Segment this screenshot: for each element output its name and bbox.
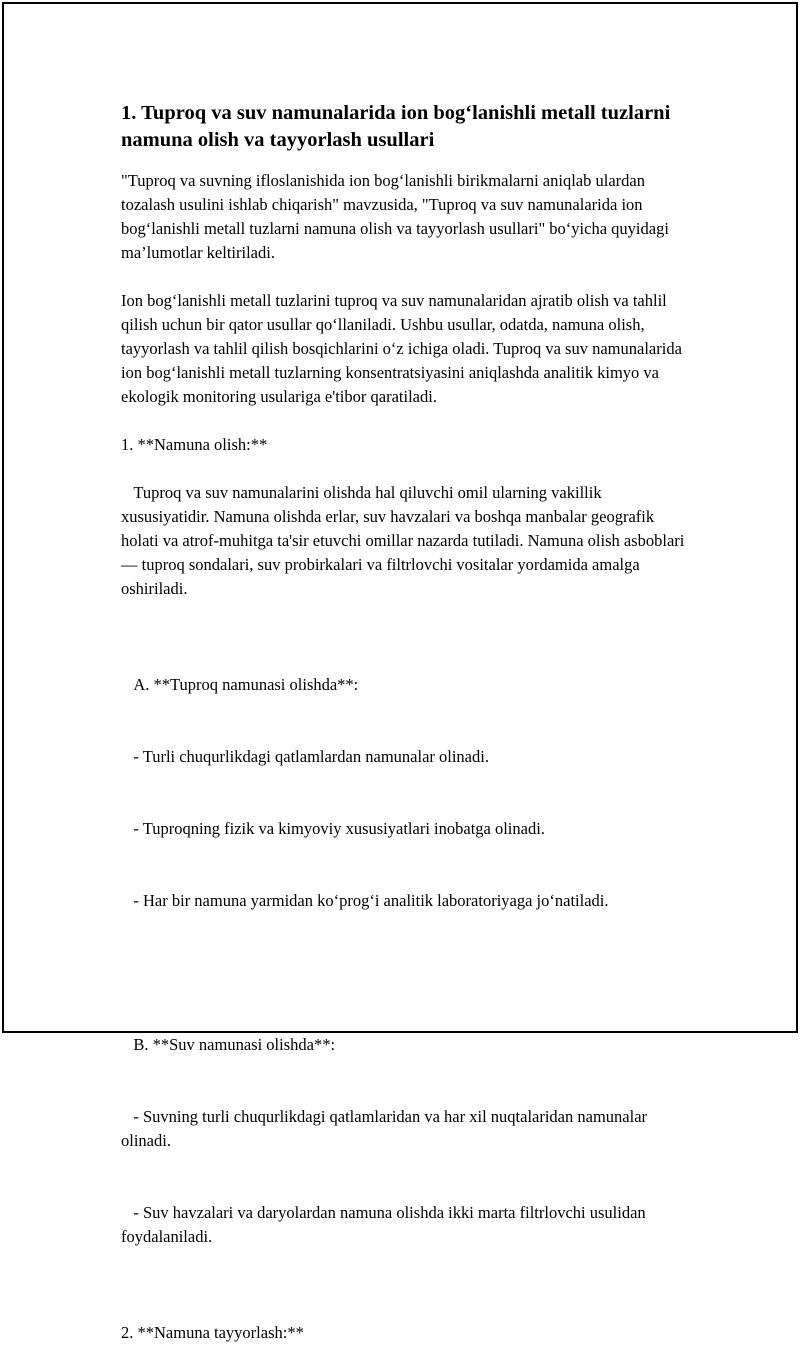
overview-paragraph: Ion bog‘lanishli metall tuzlarini tuproq va suv namunalaridan ajratib olish va tahlil qilish uchun bir qator usullar qo‘llaniladi. Ushbu usullar, odatda, namuna olish, tayyorlash va tahlil qilish bosqichlarini o‘z ichiga oladi. Tuproq va suv namunalarida ion bog‘lanishli metall tuzlarning konsentratsiyasini aniqlashda analitik kimyo va ekologik monitoring usulariga e'tibor qaratiladi. — [121, 291, 687, 406]
water-sampling-item: - Suvning turli chuqurlikdagi qatlamlaridan va har xil nuqtalaridan namunalar olinadi. — [121, 1107, 652, 1150]
soil-sampling-block — [121, 625, 691, 961]
water-sampling-block — [121, 985, 691, 1297]
document-content — [121, 100, 691, 1369]
step2-title: 2. **Namuna tayyorlash:** — [121, 1323, 304, 1342]
intro-paragraph: "Tuproq va suvning ifloslanishida ion bog‘lanishli birikmalarni aniqlab ulardan tozalash usulini ishlab chiqarish" mavzusida, "Tuproq va suv namunalarida ion bog‘lanishli metall tuzlarni namuna olish va tayyorlash usullari" bo‘yicha quyidagi ma’lumotlar keltiriladi. — [121, 171, 674, 262]
soil-sampling-item: - Har bir namuna yarmidan ko‘prog‘i analitik laboratoriyaga jo‘natiladi. — [121, 891, 609, 910]
soil-sampling-title: A. **Tuproq namunasi olishda**: — [121, 675, 359, 694]
water-sampling-item: - Suv havzalari va daryolardan namuna olishda ikki marta filtrlovchi usulidan foydalaniladi. — [121, 1203, 650, 1246]
step1-paragraph: Tuproq va suv namunalarini olishda hal qiluvchi omil ularning vakillik xususiyatidir. Namuna olishda erlar, suv havzalari va boshqa manbalar geografik holati va atrof-muhitga ta'sir etuvchi omillar nazarda tutiladi. Namuna olish asboblari — tuproq sondalari, suv probirkalari va filtrlovchi vositalar yordamida amalga oshiriladi. — [121, 483, 689, 598]
step1-title: 1. **Namuna olish:** — [121, 435, 268, 454]
water-sampling-title: B. **Suv namunasi olishda**: — [121, 1035, 336, 1054]
section-heading: 1. Tuproq va suv namunalarida ion bog‘lanishli metall tuzlarni namuna olish va tayyorlash usullari — [121, 102, 671, 151]
soil-sampling-item: - Turli chuqurlikdagi qatlamlardan namunalar olinadi. — [121, 747, 489, 766]
document-page — [2, 2, 798, 1342]
soil-sampling-item: - Tuproqning fizik va kimyoviy xususiyatlari inobatga olinadi. — [121, 819, 545, 838]
